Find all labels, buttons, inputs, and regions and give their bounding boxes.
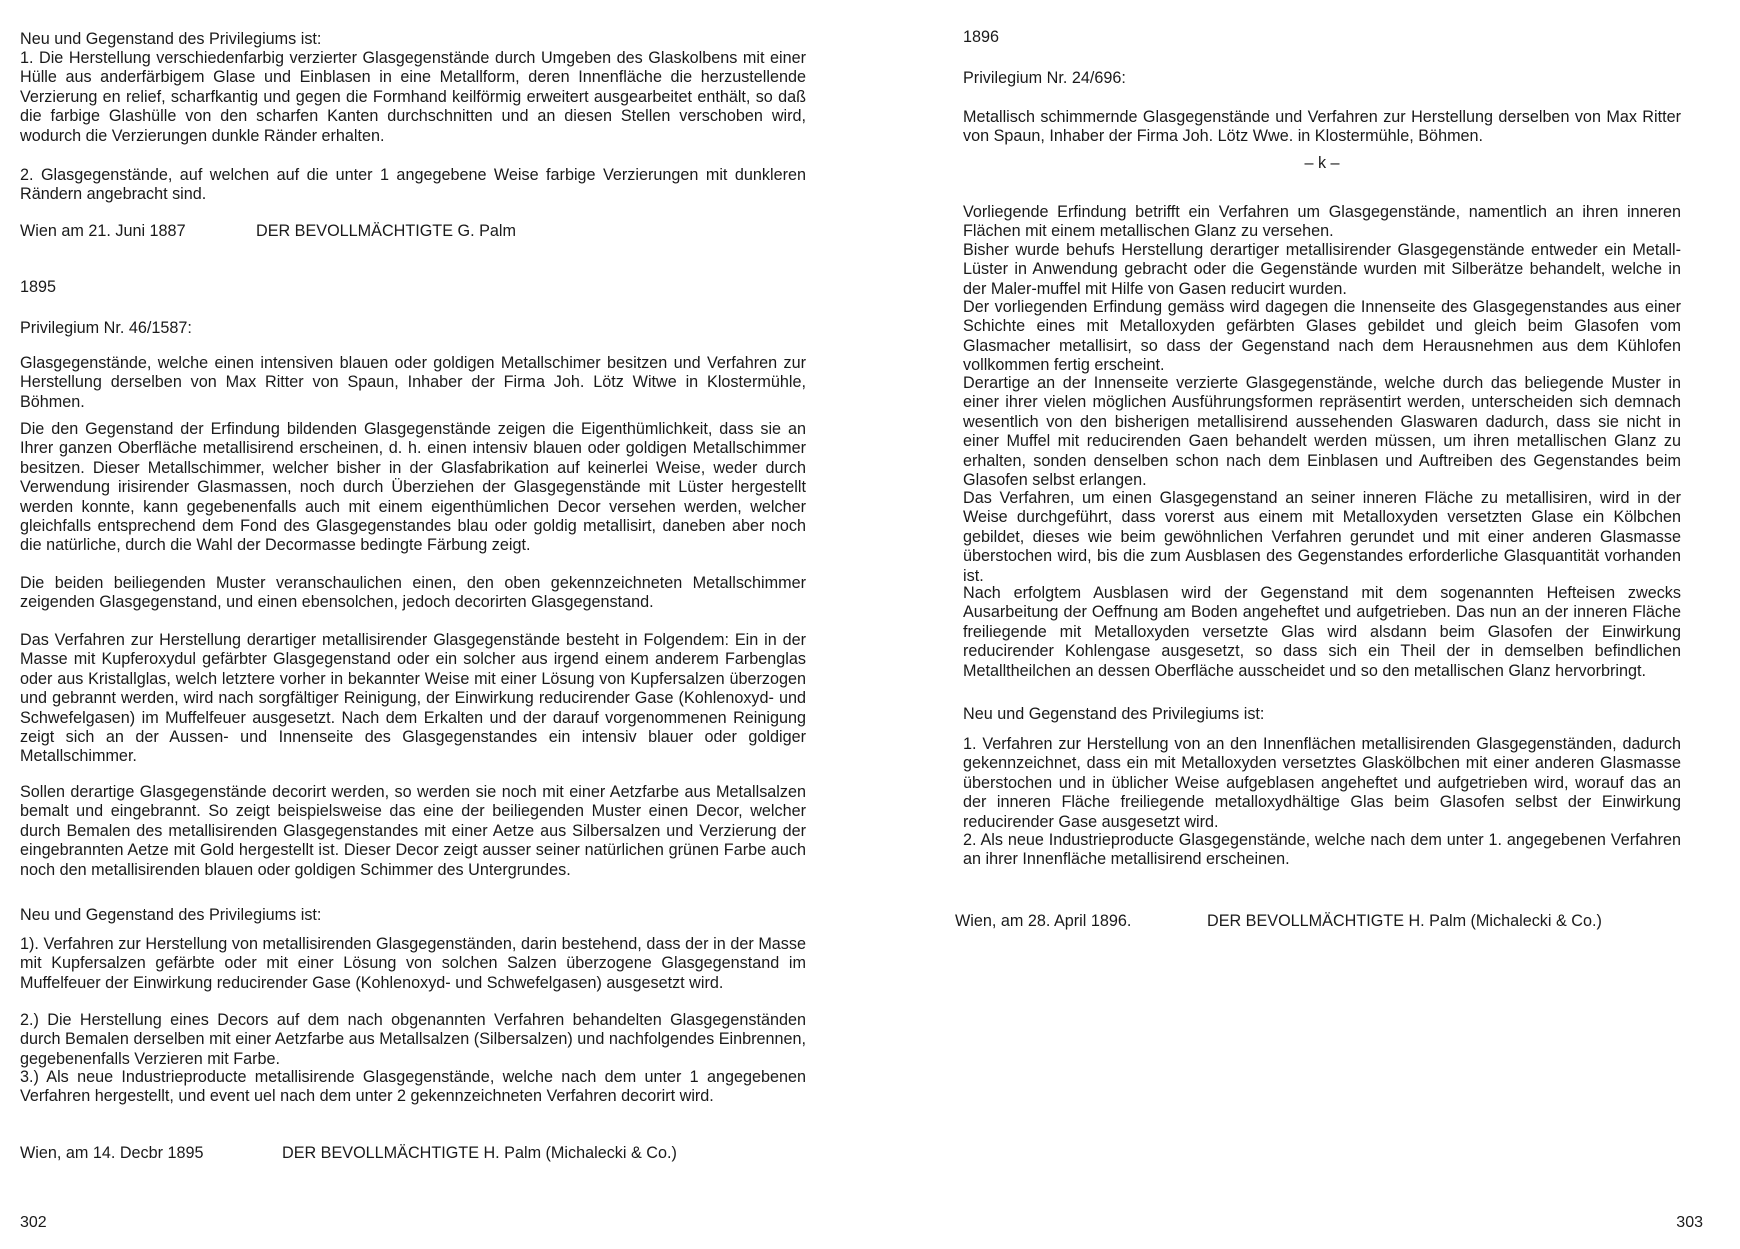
year-heading: 1896 [963,28,1000,46]
body-paragraph-1: Die den Gegenstand der Erfindung bildenden Glasgegenstände zeigen die Eigenthümlichkeit, dass sie an Ihrer ganzen Oberfläche metallisirend erscheinen, d. h. einen intensiv blauen oder goldigen Metallschimmer besitzen. Dieser Metallschimmer, welcher bisher in der Glasfabrikation auf keinerlei Weise, weder durch Verwendung irisirender Glasmassen, noch durch Überziehen der Glasgegenstände mit Lüster hergestellt werden konnte, kann gegebenenfalls auch mit einem eigenthümlichen Decor versehen werden, welcher gleichfalls entsprechend dem Fond des Glasgegenstandes blau oder goldig metallisirt, daneben aber noch die natürliche, durch die Wahl der Decormasse bedingte Färbung zeigt. [20,420,806,555]
body-paragraph-3: Das Verfahren zur Herstellung derartiger metallisirender Glasgegenstände besteht in Folgendem: Ein in der Masse mit Kupferoxydul gefärbter Glasgegenstand oder ein solcher aus irgend einem anderem Farbenglas oder aus Kristallglas, welch letztere vorher in bekannter Weise mit einer Lösung von Kupfersalzen überzogen und gebrannt werden, wird nach sorgfältiger Reinigung, der Einwirkung reducirender Gase (Kohlenoxyd- und Schwefelgasen) im Muffelfeuer ausgesetzt. Nach dem Erkalten und der darauf vorgenommenen Reinigung zeigt sich an der Aussen- und Innenseite des Glasgegenstandes ein intensiv blauer oder goldiger Metallschimmer. [20,631,806,766]
claim-1895-2: 2.) Die Herstellung eines Decors auf dem nach obgenannten Verfahren behandelten Glasgegenständen durch Bemalen derselben mit einer Aetzfarbe aus Metallsalzen (Silbersalzen) und nachfolgendes Einbrennen, gegebenenfalls Verzieren mit Farbe. [20,1011,806,1068]
privilege-number: Privilegium Nr. 24/696: [963,69,1126,87]
privilege-number: Privilegium Nr. 46/1587: [20,319,192,337]
signature-date-1896: Wien, am 28. April 1896. [955,912,1132,930]
body-paragraph-4: Derartige an der Innenseite verzierte Glasgegenstände, welche durch das beliegende Muster in einer ihrer vielen möglichen Ausführungsformen repräsentirt werden, unterscheiden sich demnach wesentlich von den bisherigen metallisirend aussehenden Glaswaren dadurch, dass sie nicht in einer Muffel mit reducirenden Gaen behandelt werden müssen, um ihren metallischen Glanz zu erhalten, sonden denselben schon nach dem Einblasen und Auftreiben des Gegenstandes beim Glasofen selbst erlangen. [963,374,1681,490]
page-number-left: 302 [20,1214,47,1231]
body-paragraph-3: Der vorliegenden Erfindung gemäss wird dagegen die Innenseite des Glasgegenstandes aus einer Schichte eines mit Metalloxyden gefärbten Glases gebildet und gleich beim Glasofen vom Glasmacher metallisirt, so dass der Gegenstand nach dem Herausnehmen aus dem Kühlofen vollkommen fertig erscheint. [963,298,1681,375]
signature-date-1887: Wien am 21. Juni 1887 [20,222,186,240]
body-paragraph-2: Bisher wurde behufs Herstellung derartiger metallisirender Glasgegenstände entweder ein Metall-Lüster in Anwendung gebracht oder die Gegenstände wurden mit Silberätze behandelt, welche in der Maler-muffel mit Hilfe von Gasen reducirt wurden. [963,241,1681,298]
signature-name-1895: DER BEVOLLMÄCHTIGTE H. Palm (Michalecki & Co.) [282,1144,677,1162]
body-paragraph-1: Vorliegende Erfindung betrifft ein Verfahren um Glasgegenstände, namentlich an ihren inneren Flächen mit einem metallischen Glanz zu versehen. [963,203,1681,241]
signature-date-1895: Wien, am 14. Decbr 1895 [20,1144,204,1162]
page-number-right: 303 [1676,1214,1703,1231]
section-mark: – k – [1304,154,1340,172]
claim-1895-1: 1). Verfahren zur Herstellung von metallisirenden Glasgegenständen, darin bestehend, dass der in der Masse mit Kupfersalzen gefärbte oder mit einer Lösung von solchen Salzen überzogene Glasgegenstand im Muffelfeuer der Einwirkung reducirender Gase (Kohlenoxyd- und Schwefelgasen) ausgesetzt wird. [20,935,806,992]
claim-1895-3: 3.) Als neue Industrieproducte metallisirende Glasgegenstände, welche nach dem unter 1 angegebenen Verfahren hergestellt, und event uel nach dem unter 2 gekennzeichneten Verfahren decorirt wird. [20,1068,806,1106]
right-page [955,0,1703,1249]
body-paragraph-5: Das Verfahren, um einen Glasgegenstand an seiner inneren Fläche zu metallisiren, wird in der Weise durchgeführt, dass vorerst aus einem mit Metalloxyden versetzten Glase ein Kölbchen gebildet, dieses wie beim gewöhnlichen Verfahren gerundet und mit einer anderen Glasmasse überstochen wird, bis die zum Ausblasen des Gegenstandes erforderliche Glasquantität vorhanden ist. [963,489,1681,585]
claim-1887-1: 1. Die Herstellung verschiedenfarbig verzierter Glasgegenstände durch Umgeben des Glaskolbens mit einer Hülle aus anderfärbigem Glase und Einblasen in eine Metallform, deren Innenfläche die herzustellende Verzierung en relief, scharfkantig und gegen die Formhand keilförmig erweitert ausgearbeitet enthält, so daß die farbige Glashülle von den scharfen Kanten durchschnitten und an diesen Stellen verschoben wird, wodurch die Verzierungen dunkle Ränder erhalten. [20,49,806,145]
claim-1896-1: 1. Verfahren zur Herstellung von an den Innenflächen metallisirenden Glasgegenständen, dadurch gekennzeichnet, dass ein mit Metalloxyden versetztes Glaskölbchen mit einer anderen Glasmasse überstochen und in üblicher Weise aufgeblasen angeheftet und aufgetrieben wird, worauf das an der inneren Fläche freiliegende metalloxydhältige Glas beim Glasofen selbst der Einwirkung reducirender Gase ausgesetzt wird. [963,735,1681,831]
title-paragraph: Metallisch schimmernde Glasgegenstände und Verfahren zur Herstellung derselben von Max Ritter von Spaun, Inhaber der Firma Joh. Lötz Wwe. in Klostermühle, Böhmen. [963,108,1681,146]
signature-name-1896: DER BEVOLLMÄCHTIGTE H. Palm (Michalecki & Co.) [1207,912,1602,930]
left-page [20,0,806,1249]
claim-1896-2: 2. Als neue Industrieproducte Glasgegenstände, welche nach dem unter 1. angegebenen Verfahren an ihrer Innenfläche metallisirend erscheinen. [963,831,1681,869]
signature-name-1887: DER BEVOLLMÄCHTIGTE G. Palm [256,222,516,240]
year-heading: 1895 [20,278,57,296]
claims-heading-1887: Neu und Gegenstand des Privilegiums ist: [20,30,322,48]
body-paragraph-4: Sollen derartige Glasgegenstände decorirt werden, so werden sie noch mit einer Aetzfarbe aus Metallsalzen bemalt und eingebrannt. So zeigt beispielsweise das eine der beiliegenden Muster einen Decor, welcher durch Bemalen des metallisirenden Glasgegenstandes mit einer Aetze aus Silbersalzen und Verzierung der eingebrannten Aetze mit Gold hergestellt ist. Dieser Decor zeigt ausser seiner natürlichen grünen Farbe auch noch den metallisirenden blauen oder goldigen Schimmer des Untergrundes. [20,783,806,879]
claims-heading-1895: Neu und Gegenstand des Privilegiums ist: [20,906,322,924]
claim-1887-2: 2. Glasgegenstände, auf welchen auf die unter 1 angegebene Weise farbige Verzierungen mit dunkleren Rändern angebracht sind. [20,166,806,204]
title-paragraph: Glasgegenstände, welche einen intensiven blauen oder goldigen Metallschimer besitzen und Verfahren zur Herstellung derselben von Max Ritter von Spaun, Inhaber der Firma Joh. Lötz Witwe in Klostermühle, Böhmen. [20,354,806,411]
claims-heading-1896: Neu und Gegenstand des Privilegiums ist: [963,705,1265,723]
body-paragraph-6: Nach erfolgtem Ausblasen wird der Gegenstand mit dem sogenannten Hefteisen zwecks Ausarbeitung der Oeffnung am Boden angeheftet und aufgetrieben. Das nun an der inneren Fläche freiliegende mit Metalloxyden versetzte Glas wird alsdann beim Glasofen der Einwirkung reducirender Kohlengase ausgesetzt, so dass sich ein Theil der in demselben befindlichen Metalltheilchen an dessen Oberfläche ausscheidet und so den metallischen Glanz hervorbringt. [963,584,1681,680]
body-paragraph-2: Die beiden beiliegenden Muster veranschaulichen einen, den oben gekennzeichneten Metallschimmer zeigenden Glasgegenstand, und einen ebensolchen, jedoch decorirten Glasgegenstand. [20,574,806,612]
